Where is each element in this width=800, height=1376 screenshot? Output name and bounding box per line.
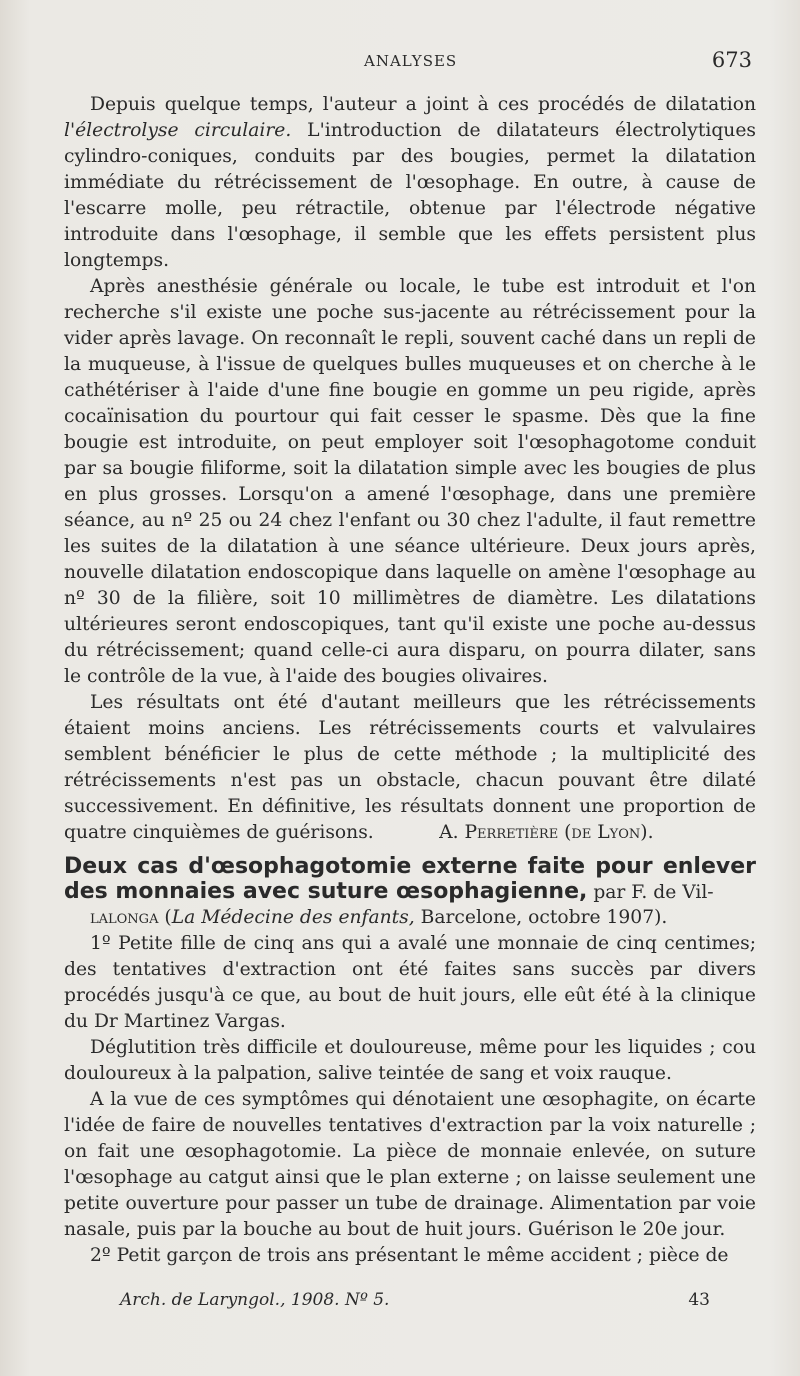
paragraph: Déglutition très difficile et douloureuse, même pour les liquides ; cou douloureux à la palpation, salive teintée de sang et voix rauque.: [64, 1037, 756, 1084]
page-body: [64, 92, 756, 1269]
text-run: L'introduction de dilatateurs électrolytiques cylindro-coniques, conduits par des bougies, permet la dilatation immédiate du rétrécissement de l'œsophage. En outre, à cause de l'escarre molle, peu rétractile, obtenue par l'électrode négative introduite dans l'œsophage, il semble que les effets persistent plus longtemps.: [64, 120, 756, 271]
signature-number: 43: [688, 1290, 710, 1310]
text-run: (: [158, 907, 172, 928]
paragraph: 2º Petit garçon de trois ans présentant le même accident ; pièce de: [90, 1245, 729, 1266]
author-name: lalonga: [90, 907, 159, 928]
paragraph: [64, 92, 756, 274]
source-details: Barcelone, octobre 1907).: [414, 907, 668, 928]
footer-journal: Arch. de Laryngol., 1908. Nº 5.: [120, 1290, 390, 1310]
signature-text: A. Perretière (de Lyon).: [439, 822, 654, 843]
text-run: Les résultats ont été d'autant meilleurs que les rétrécissements étaient moins anciens. Les rétrécissements courts et valvulaires semblent bénéficier le plus de cette méthode ; la multiplicité des rétrécissements n'est pas un obstacle, chacun pouvant être dilaté successivement. En définitive, les résultats donnent une proportion de quatre cinquièmes de guérisons.: [64, 692, 756, 843]
article-title: [64, 854, 756, 905]
source-journal: La Médecine des enfants,: [171, 907, 415, 928]
text-run: Depuis quelque temps, l'auteur a joint à ces procédés de dilatation: [90, 94, 756, 115]
paragraph: Après anesthésie générale ou locale, le tube est introduit et l'on recherche s'il existe une poche sus-jacente au rétrécissement pour la vider après lavage. On reconnaît le repli, souvent caché dans un repli de la muqueuse, à l'issue de quelques bulles muqueuses et on cherche à le cathétériser à l'aide d'une fine bougie en gomme un peu rigide, après cocaïnisation du pourtour qui fait cesser le spasme. Dès que la fine bougie est introduite, on peut employer soit l'œsophagotome conduit par sa bougie filiforme, soit la dilatation simple avec les bougies de plus en plus grosses. Lorsqu'on a amené l'œsophage, dans une première séance, au nº 25 ou 24 chez l'enfant ou 30 chez l'adulte, il faut remettre les suites de la dilatation à une séance ultérieure. Deux jours après, nouvelle dilatation endoscopique dans laquelle on amène l'œsophage au nº 30 de la filière, soit 10 millimètres de diamètre. Les dilatations ultérieures seront endoscopiques, tant qu'il existe une poche au-dessus du rétrécissement; quand celle-ci aura disparu, on pourra dilater, sans le contrôle de la vue, à l'aide des bougies olivaires.: [64, 276, 756, 687]
byline: par F. de Vil-: [587, 882, 714, 903]
page-number: 673: [711, 48, 752, 72]
paragraph: [64, 690, 756, 846]
italic-term: l'électrolyse circulaire.: [64, 120, 292, 141]
page-header: [64, 48, 754, 78]
paragraph: A la vue de ces symptômes qui dénotaient une œsophagite, on écarte l'idée de faire de nouvelles tentatives d'extraction par la voix naturelle ; on fait une œsophagotomie. La pièce de monnaie enlevée, on suture l'œsophage au catgut ainsi que le plan externe ; on laisse seulement une petite ouverture pour passer un tube de drainage. Alimentation par voie nasale, puis par la bouche au bout de huit jours. Guérison le 20e jour.: [64, 1089, 756, 1240]
page-footer: [120, 1290, 710, 1316]
running-head: ANALYSES: [364, 52, 458, 70]
article-source: [90, 905, 756, 931]
title-text: Deux cas d'œsophagotomie externe faite pour enlever des monnaies avec suture œsophagienne,: [64, 854, 756, 904]
paragraph: 1º Petite fille de cinq ans qui a avalé une monnaie de cinq centimes; des tentatives d'extraction ont été faites sans succès par divers procédés jusqu'à ce que, au bout de huit jours, elle eût été à la clinique du Dr Martinez Vargas.: [64, 933, 756, 1032]
author-signature: [380, 822, 654, 843]
